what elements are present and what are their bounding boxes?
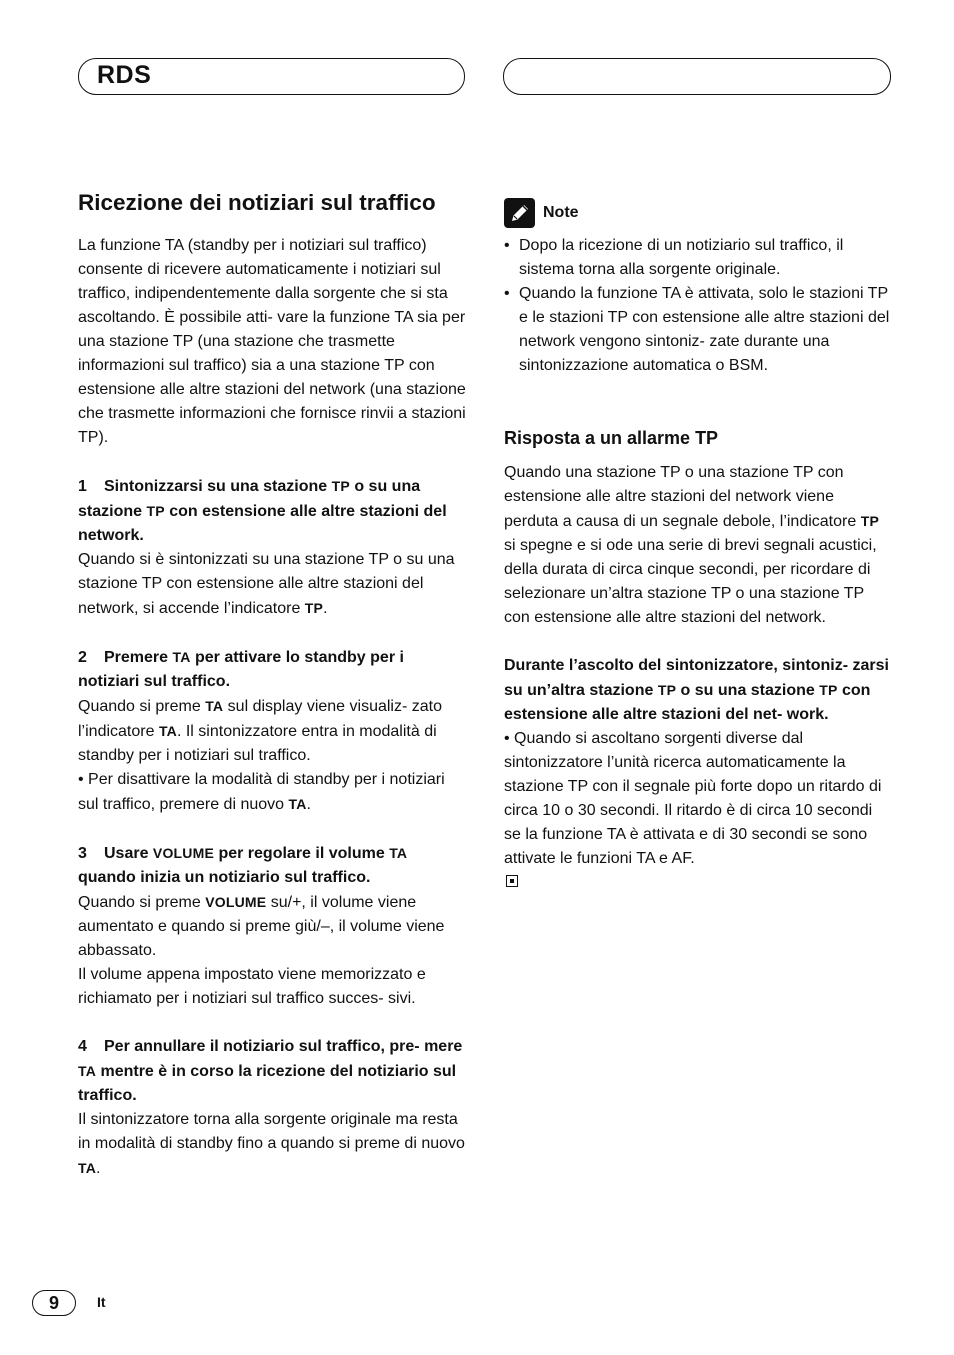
- step-2: [78, 645, 466, 817]
- note-label: Note: [543, 204, 579, 221]
- step-2-body: Quando si preme TA sul display viene visualiz- zato l’indicatore TA. Il sintonizzatore entra in modalità di standby per i notiziari sul traffico.: [78, 698, 442, 764]
- step-4-body: Il sintonizzatore torna alla sorgente originale ma resta in modalità di standby fino a quando si preme di nuovo TA.: [78, 1111, 465, 1177]
- step-4-heading: 4 Per annullare il notiziario sul traffico, pre- mere TA mentre è in corso la ricezione del notiziario sul traffico.: [78, 1035, 466, 1108]
- step-number: 4: [78, 1038, 87, 1055]
- alarm-step-heading: Durante l’ascolto del sintonizzatore, sintoniz- zarsi su un’altra stazione TP o su una stazione TP con estensione alle altre stazioni del net- work.: [504, 657, 889, 723]
- language-code: It: [97, 1294, 106, 1310]
- note-header: [504, 198, 892, 228]
- note-item: • Quando la funzione TA è attivata, solo le stazioni TP e le stazioni TP con estensione alle altre stazioni del network vengono sintoniz- zate durante una sintonizzazione automatica o BSM.: [504, 282, 892, 378]
- step-3-body: Quando si preme VOLUME su/+, il volume viene aumentato e quando si preme giù/–, il volume viene abbassato.: [78, 894, 445, 959]
- step-3-body-2: Il volume appena impostato viene memorizzato e richiamato per i notiziari sul traffico succes- sivi.: [78, 966, 426, 1007]
- page-title: Ricezione dei notiziari sul traffico: [78, 190, 436, 215]
- page-number: 9: [32, 1290, 76, 1316]
- step-number: 3: [78, 845, 87, 862]
- section-title: RDS: [97, 61, 152, 89]
- step-4: [78, 1035, 466, 1181]
- intro-paragraph: La funzione TA (standby per i notiziari sul traffico) consente di ricevere automaticamente i notiziari sul traffico, indipendentemente dalla sorgente che si sta ascoltando. È possibile atti- vare la funzione TA sia per una stazione TP (una stazione che trasmette informazioni sul traffico) sia a una stazione TP con estensione alle altre stazioni del network (una stazione che trasmette informazioni che fornisce rinvii a stazioni TP).: [78, 237, 466, 446]
- pencil-glyph: [508, 201, 532, 225]
- alarm-body: Quando una stazione TP o una stazione TP con estensione alle altre stazioni del network viene perduta a causa di un segnale debole, l’indicatore TP si spegne e si ode una serie di brevi segnali acustici, della durata di circa cinque secondi, per ricordare di selezionare un’altra stazione TP o una stazione TP con estensione alle altre stazioni del network.: [504, 464, 879, 626]
- step-2-bullet: • Per disattivare la modalità di standby per i notiziari sul traffico, premere di nuovo TA.: [78, 771, 445, 813]
- right-column: [504, 198, 892, 892]
- step-1-heading: 1 Sintonizzarsi su una stazione TP o su una stazione TP con estensione alle altre stazioni del network.: [78, 474, 466, 548]
- step-3-heading: 3 Usare VOLUME per regolare il volume TA quando inizia un notiziario sul traffico.: [78, 841, 466, 890]
- step-1-body: Quando si è sintonizzati su una stazione TP o su una stazione TP con estensione alle altre stazioni del network, si accende l’indicatore TP.: [78, 551, 455, 617]
- note-list: [504, 234, 892, 378]
- step-number: 2: [78, 649, 87, 666]
- section-tab-empty: [503, 58, 891, 95]
- pencil-icon: [504, 198, 535, 228]
- step-1: [78, 474, 466, 621]
- alarm-bullet: • Quando si ascoltano sorgenti diverse dal sintonizzatore l’unità ricerca automaticamente la stazione TP con il segnale più forte dopo un ritardo di circa 10 o 30 secondi. Il ritardo è di circa 10 secondi se la funzione TA è attivata e di 30 secondi se sono attivate le funzioni TA e AF.: [504, 730, 882, 867]
- step-number: 1: [78, 478, 87, 495]
- step-3: [78, 841, 466, 1011]
- end-mark-icon: [506, 875, 518, 887]
- step-2-heading: 2 Premere TA per attivare lo standby per i notiziari sul traffico.: [78, 645, 466, 694]
- alarm-title: Risposta a un allarme TP: [504, 428, 719, 448]
- section-tab: [78, 58, 465, 95]
- note-item: • Dopo la ricezione di un notiziario sul traffico, il sistema torna alla sorgente originale.: [504, 234, 892, 282]
- left-column: [78, 188, 466, 1181]
